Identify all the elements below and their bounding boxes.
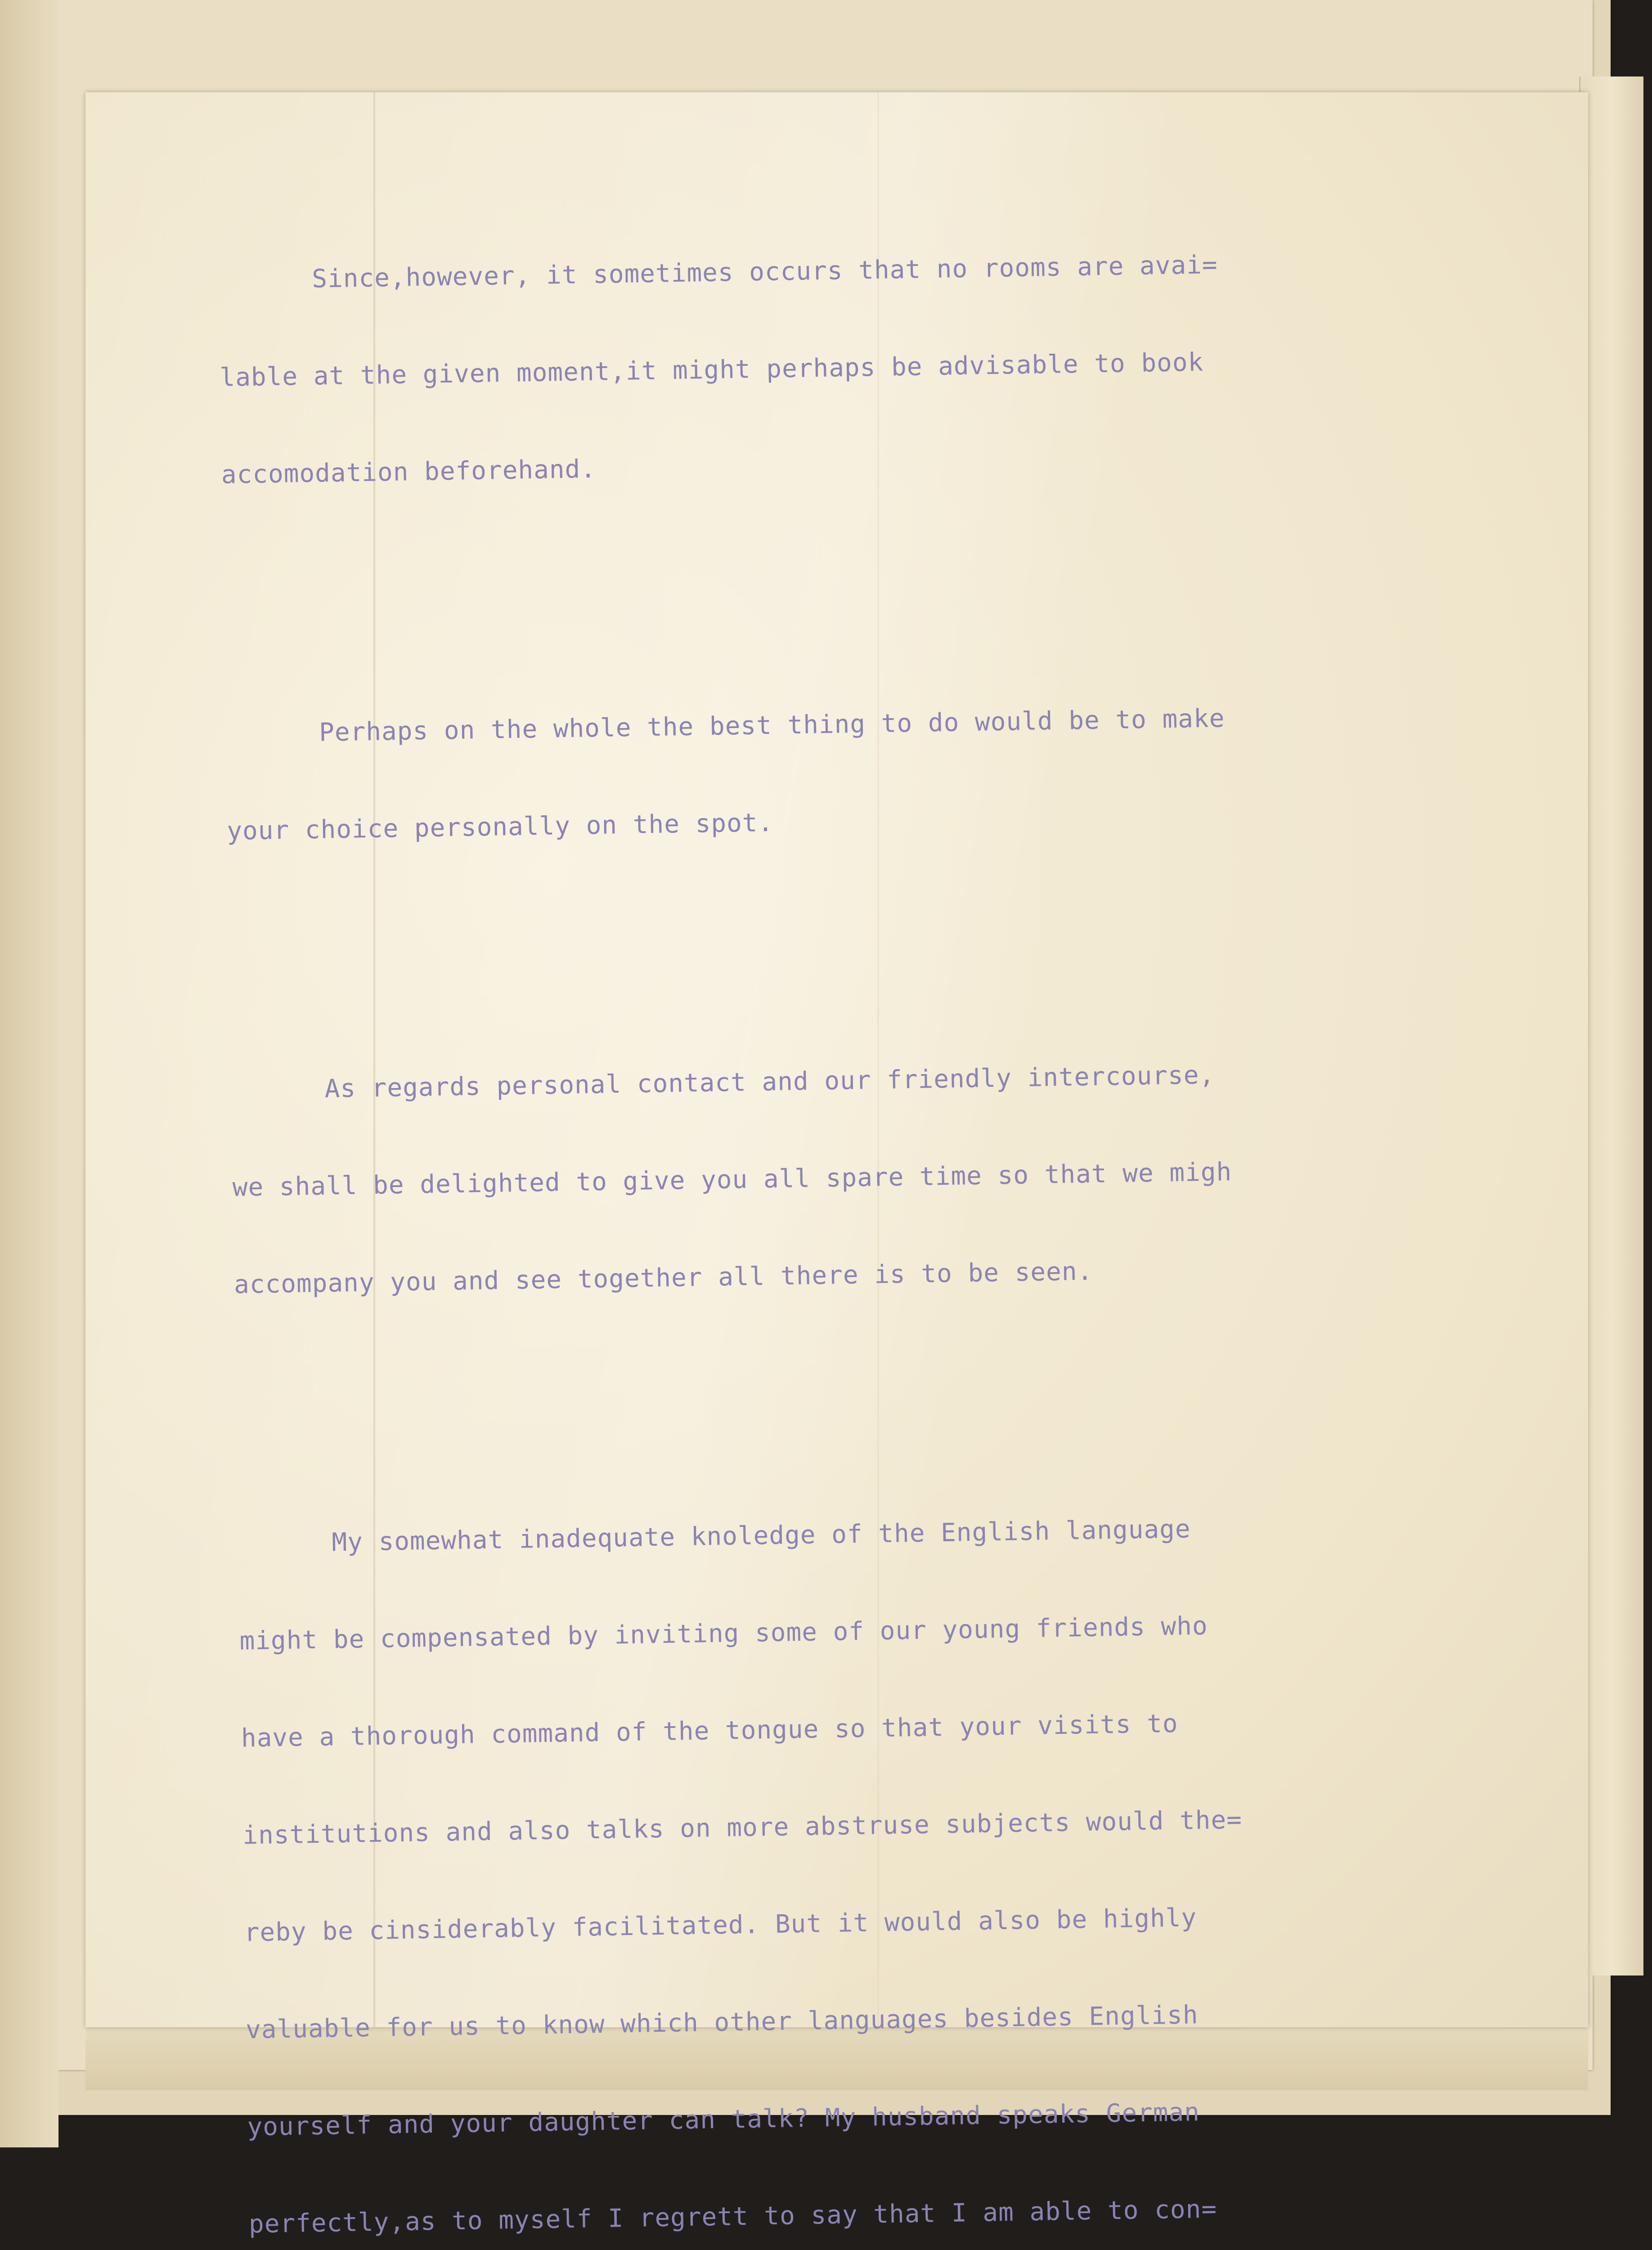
text-line: yourself and your daughter can talk? My husband speaks German [247, 2097, 1200, 2142]
right-page-edge [1579, 76, 1643, 1976]
paragraph-choice [224, 632, 1569, 913]
text-line: perfectly,as to myself I regrett to say that I am able to con= [248, 2194, 1217, 2239]
text-line: Since,however, it sometimes occurs that no rooms are avai= [218, 250, 1218, 295]
text-line: lable at the given moment,it might perhaps be advisable to book [219, 347, 1204, 392]
paragraph-rooms [217, 179, 1563, 556]
text-line: accompany you and see together all there is to be seen. [233, 1256, 1093, 1300]
text-line: My somewhat inadequate knoledge of the English language [238, 1514, 1191, 1559]
text-line: Perhaps on the whole the best thing to do would be to make [225, 703, 1225, 749]
text-line: your choice personally on the spot. [226, 808, 774, 846]
text-line: accomodation beforehand. [221, 454, 597, 490]
text-line: reby be cinsiderably facilitated. But it would also be highly [244, 1903, 1197, 1948]
typewritten-text [216, 114, 1647, 2250]
left-page-edge [0, 0, 58, 2147]
text-line: As regards personal contact and our friendly intercourse, [230, 1060, 1215, 1105]
text-line: have a thorough command of the tongue so that your visits to [241, 1709, 1179, 1753]
paragraph-language [237, 1442, 1598, 2250]
paragraph-contact [230, 989, 1576, 1366]
text-line: might be compensated by inviting some of our young friends who [239, 1611, 1208, 1656]
text-line: valuable for us to know which other languages besides English [245, 2000, 1199, 2045]
text-line: institutions and also talks on more abstruse subjects would the= [242, 1805, 1243, 1850]
text-line: we shall be delighted to give you all spare time so that we migh [232, 1157, 1232, 1202]
